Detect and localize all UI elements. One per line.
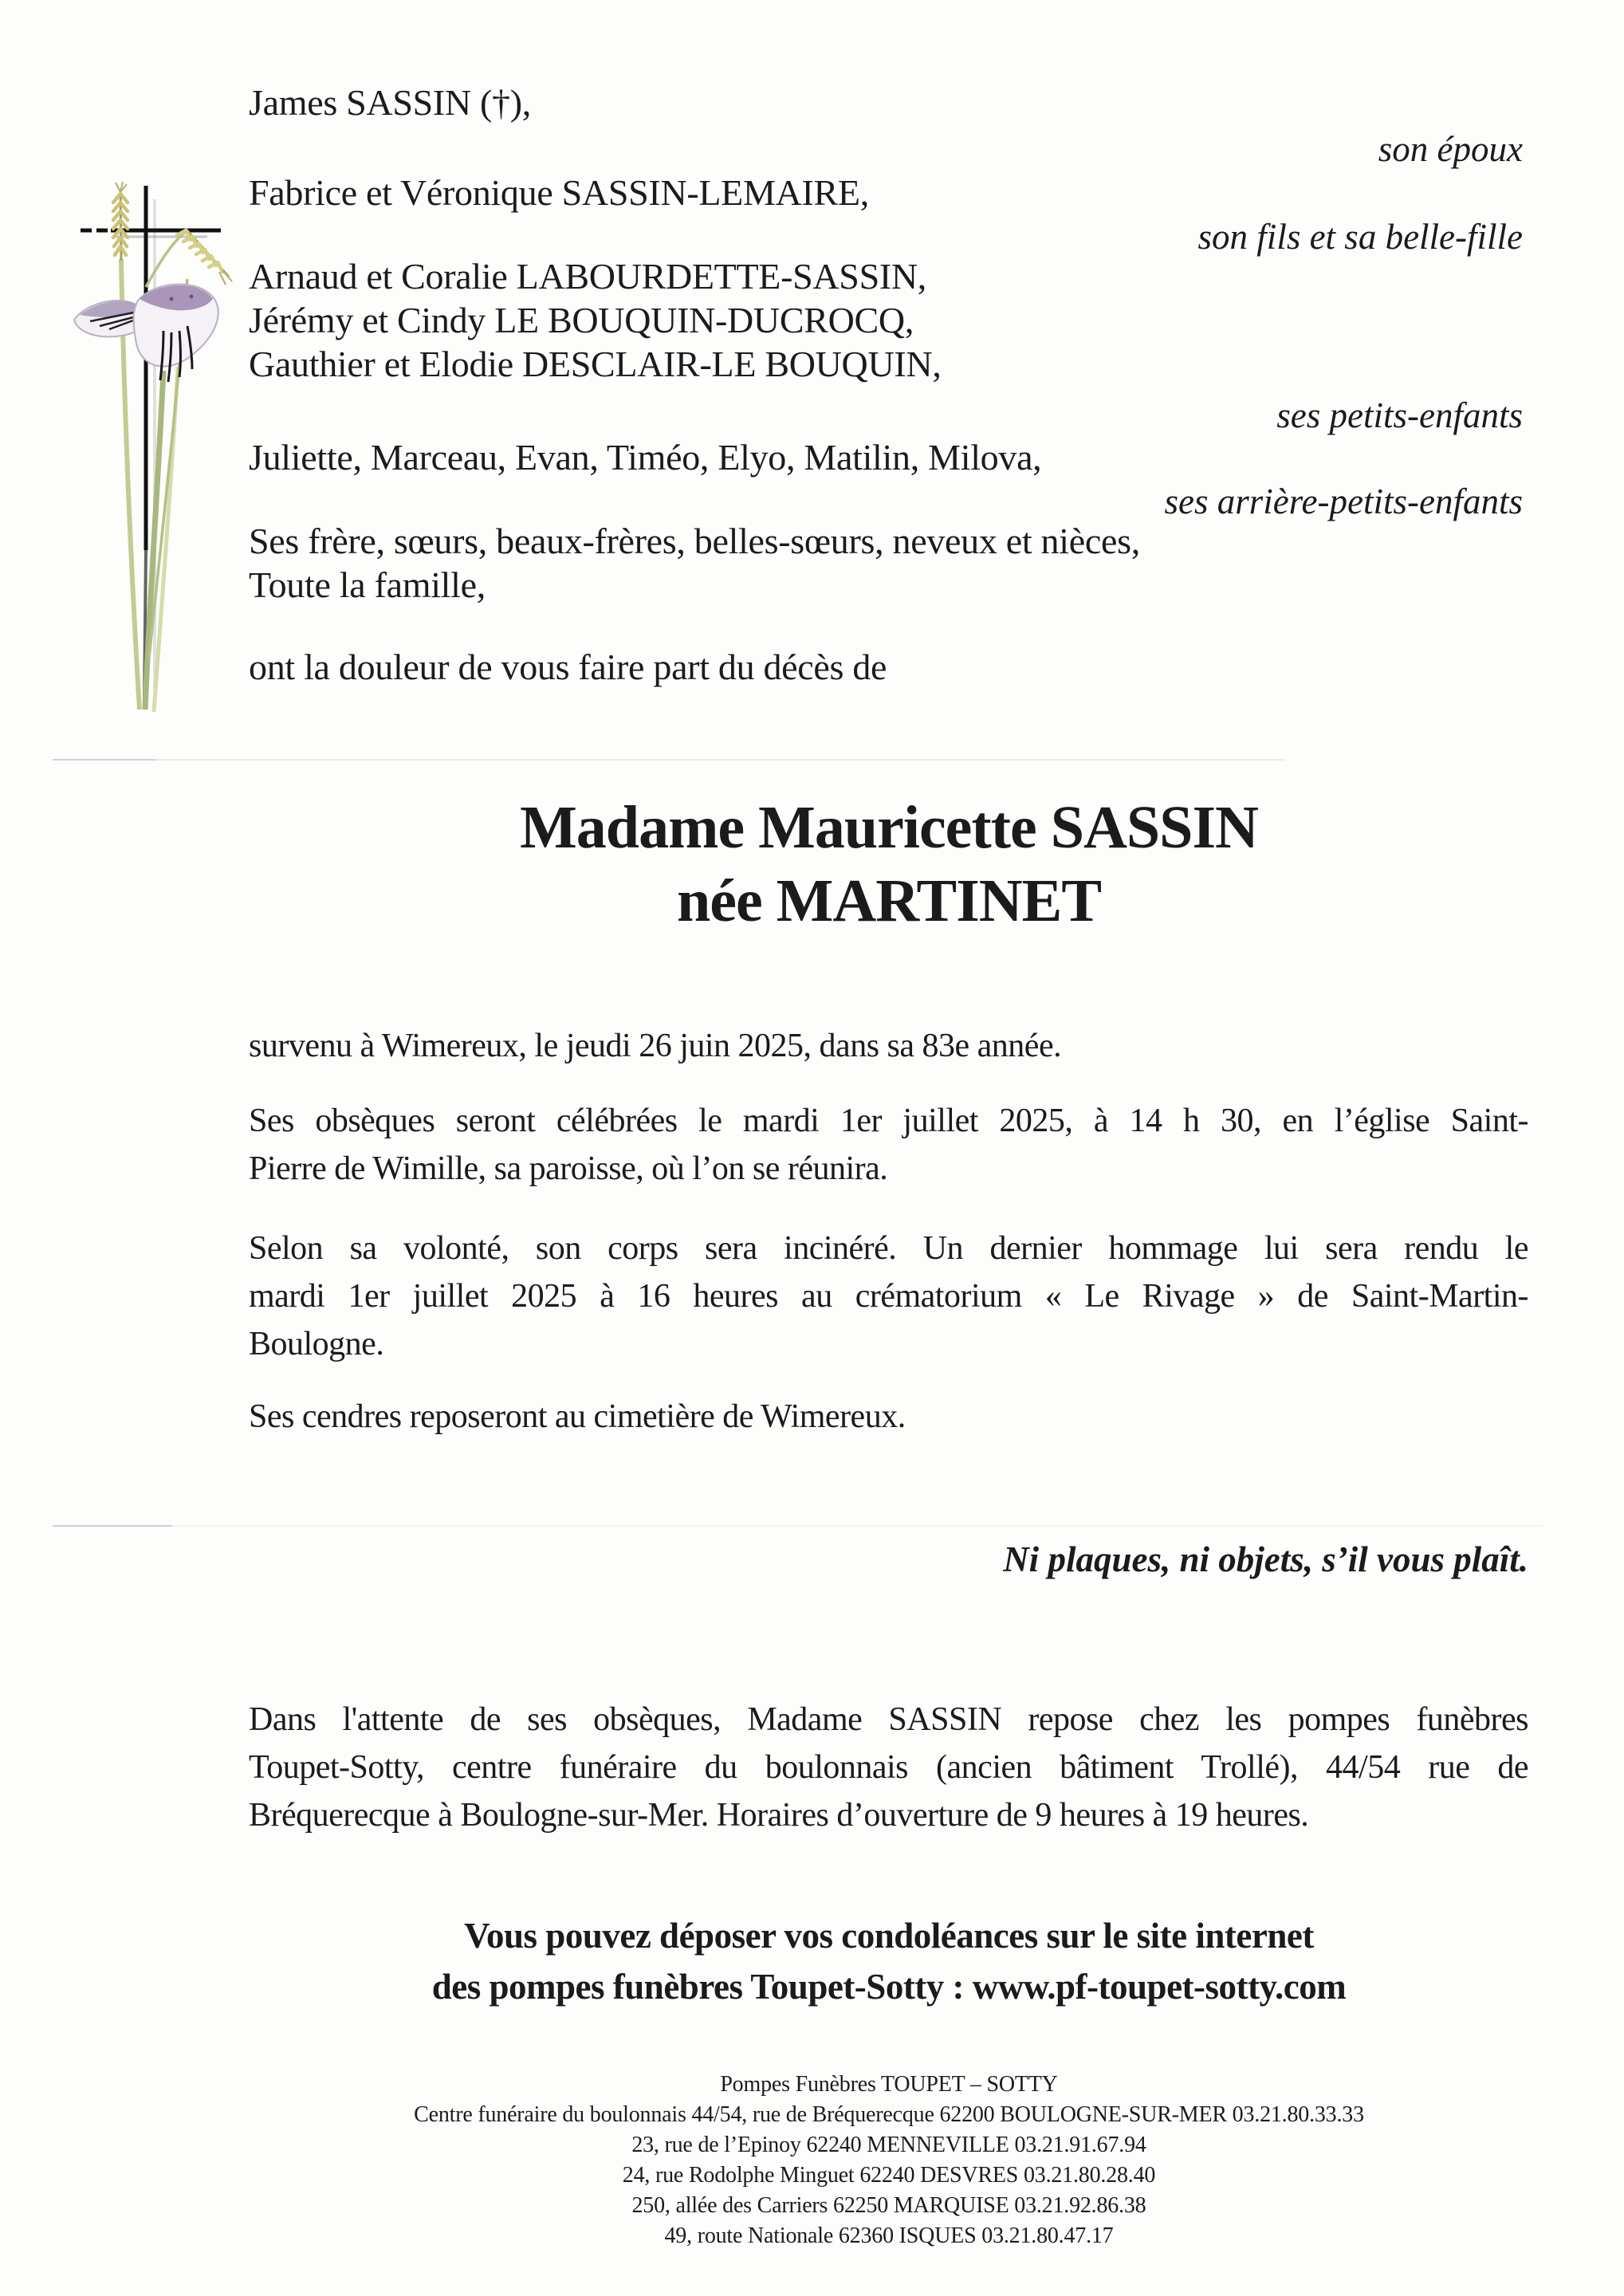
- funeral-service-line-2: Pierre de Wimille, sa paroisse, où l’on se réunira.: [249, 1150, 888, 1187]
- name-line-great-grandchildren: Juliette, Marceau, Evan, Timéo, Elyo, Matilin, Milova,: [249, 437, 1042, 478]
- scan-divider-middle: [53, 1525, 1543, 1527]
- funeral-home-address-4: 250, allée des Carriers 62250 MARQUISE 03.21.92.86.38: [631, 2193, 1146, 2218]
- repose-line-1: Dans l'attente de ses obsèques, Madame SASSIN repose chez les pompes funèbres: [249, 1701, 1528, 1738]
- cross-lilies-wheat-svg: [44, 179, 271, 729]
- funeral-home-address-2: 23, rue de l’Epinoy 62240 MENNEVILLE 03.21.91.67.94: [631, 2133, 1146, 2157]
- scan-divider-middle-segment: [53, 1525, 172, 1527]
- name-line-grandchild-1: Arnaud et Coralie LABOURDETTE-SASSIN,: [249, 256, 927, 297]
- relation-son: son fils et sa belle-fille: [1197, 217, 1523, 257]
- relation-grandchildren: ses petits-enfants: [1276, 395, 1523, 435]
- name-line-siblings: Ses frère, sœurs, beaux-frères, belles-sœurs, neveux et nièces,: [249, 521, 1140, 561]
- scan-divider-top-segment: [53, 759, 156, 761]
- ashes-line: Ses cendres reposeront au cimetière de Wimereux.: [249, 1398, 906, 1435]
- funeral-home-address-5: 49, route Nationale 62360 ISQUES 03.21.80.47.17: [664, 2223, 1114, 2248]
- funeral-service-line-1: Ses obsèques seront célébrées le mardi 1er juillet 2025, à 14 h 30, en l’église Saint-: [249, 1103, 1528, 1139]
- funeral-home-address-3: 24, rue Rodolphe Minguet 62240 DESVRES 03.21.80.28.40: [622, 2163, 1156, 2188]
- funeral-home-name: Pompes Funèbres TOUPET – SOTTY: [720, 2072, 1058, 2097]
- deceased-name-line2: née MARTINET: [676, 867, 1102, 934]
- name-line-son: Fabrice et Véronique SASSIN-LEMAIRE,: [249, 172, 869, 213]
- relation-husband: son époux: [1378, 129, 1523, 169]
- funeral-home-address-1: Centre funéraire du boulonnais 44/54, rue de Bréquerecque 62200 BOULOGNE-SUR-MER 03.21.80.33.33: [414, 2102, 1364, 2127]
- condolences-line-1: Vous pouvez déposer vos condoléances sur le site internet: [464, 1916, 1314, 1956]
- cremation-line-3: Boulogne.: [249, 1326, 384, 1362]
- name-line-grandchild-3: Gauthier et Elodie DESCLAIR-LE BOUQUIN,: [249, 344, 942, 384]
- repose-line-2: Toupet-Sotty, centre funéraire du boulonnais (ancien bâtiment Trollé), 44/54 rue de: [249, 1749, 1528, 1786]
- funeral-home-footer: [247, 2070, 1531, 2251]
- deceased-name-block: [247, 791, 1531, 938]
- deceased-name-line1: Madame Mauricette SASSIN: [520, 794, 1258, 861]
- no-plaques-note: Ni plaques, ni objets, s’il vous plaît.: [1003, 1539, 1528, 1579]
- name-line-grandchild-2: Jérémy et Cindy LE BOUQUIN-DUCROCQ,: [249, 300, 914, 340]
- cremation-line-1: Selon sa volonté, son corps sera incinéré. Un dernier hommage lui sera rendu le: [249, 1230, 1528, 1267]
- cremation-paragraph: [249, 1225, 1528, 1368]
- death-date-line: survenu à Wimereux, le jeudi 26 juin 2025, dans sa 83e année.: [249, 1028, 1062, 1064]
- ashes-paragraph: [249, 1393, 1528, 1441]
- scan-divider-top: [53, 759, 1284, 761]
- cross-lilies-wheat-image: [44, 179, 271, 729]
- death-date-paragraph: [249, 1022, 1528, 1070]
- condolences-notice: [247, 1910, 1531, 2012]
- condolences-line-2: des pompes funèbres Toupet-Sotty : www.pf-toupet-sotty.com: [431, 1967, 1347, 2007]
- announcement-sentence: ont la douleur de vous faire part du décès de: [249, 647, 887, 687]
- name-line-family: Toute la famille,: [249, 564, 486, 605]
- name-line-husband: James SASSIN (†),: [249, 82, 531, 123]
- cremation-line-2: mardi 1er juillet 2025 à 16 heures au crématorium « Le Rivage » de Saint-Martin-: [249, 1278, 1528, 1315]
- funeral-service-paragraph: [249, 1097, 1528, 1193]
- repose-paragraph: [249, 1696, 1528, 1839]
- repose-line-3: Bréquerecque à Boulogne-sur-Mer. Horaires d’ouverture de 9 heures à 19 heures.: [249, 1797, 1309, 1834]
- relation-great-grandchildren: ses arrière-petits-enfants: [1164, 482, 1523, 521]
